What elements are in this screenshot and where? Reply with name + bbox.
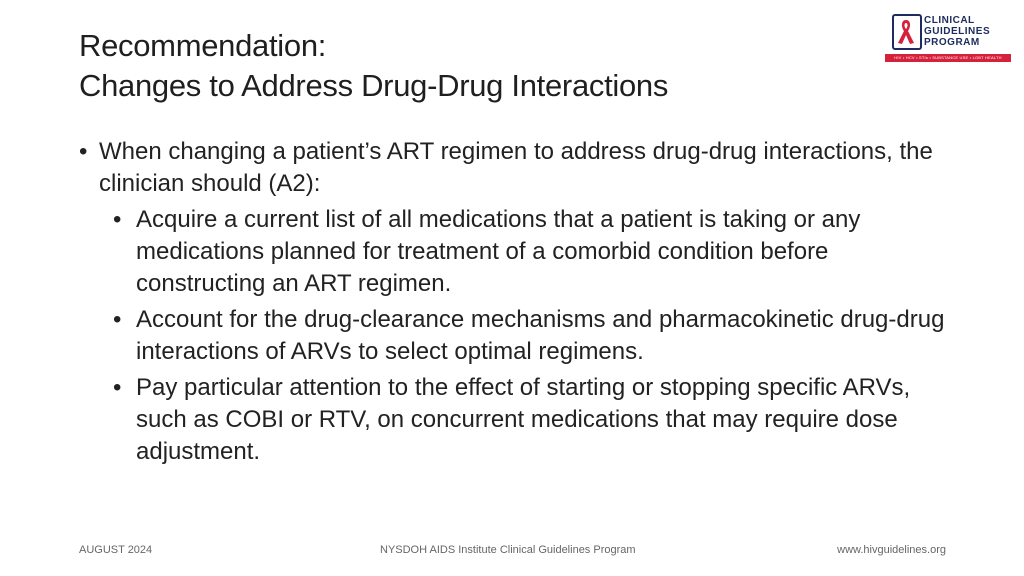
bullet-dot: • xyxy=(79,138,88,165)
title-line-1: Recommendation: xyxy=(79,28,327,63)
logo-wordmark xyxy=(924,15,990,48)
main-bullet-text: When changing a patient’s ART regimen to address drug-drug interactions, the clinician should (A2): xyxy=(99,138,933,197)
title-line-2: Changes to Address Drug-Drug Interactions xyxy=(79,68,669,103)
slide-title xyxy=(79,26,859,106)
footer-date: AUGUST 2024 xyxy=(79,544,153,556)
clinical-guidelines-logo xyxy=(884,14,1012,64)
bullet-dot: • xyxy=(113,206,122,233)
sub-bullet-text: Pay particular attention to the effect of starting or stopping specific ARVs, such as COBI or RTV, on concurrent medications that may require dose adjustment. xyxy=(136,374,911,465)
sub-bullet-2 xyxy=(76,304,956,368)
logo-line-3: PROGRAM xyxy=(924,37,980,48)
logo-line-2: GUIDELINES xyxy=(924,26,991,37)
footer-program: NYSDOH AIDS Institute Clinical Guidelines Program xyxy=(380,544,636,556)
sub-bullet-text: Account for the drug-clearance mechanisms and pharmacokinetic drug-drug interactions of ARVs to select optimal regimens. xyxy=(136,306,945,365)
slide-content xyxy=(76,136,956,468)
bullet-dot: • xyxy=(113,374,122,401)
main-bullet xyxy=(76,136,956,200)
sub-bullet-1 xyxy=(76,204,956,300)
footer-website: www.hivguidelines.org xyxy=(837,544,946,556)
logo-tagline: HIV • HCV • STIs • SUBSTANCE USE • LGBT HEALTH xyxy=(885,54,1011,62)
red-ribbon-icon xyxy=(894,17,918,47)
sub-bullet-3 xyxy=(76,372,956,468)
logo-line-1: CLINICAL xyxy=(924,15,975,26)
sub-bullet-text: Acquire a current list of all medications that a patient is taking or any medications planned for treatment of a comorbid condition before constructing an ART regimen. xyxy=(136,206,861,297)
bullet-dot: • xyxy=(113,306,122,333)
